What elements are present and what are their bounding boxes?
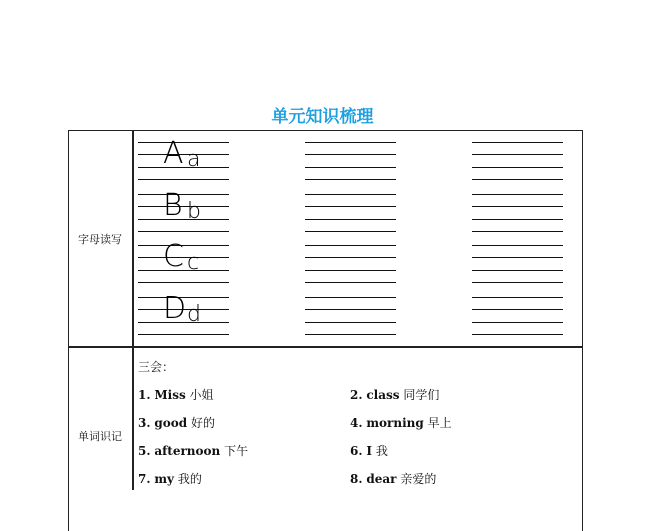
writing-rule xyxy=(305,179,396,180)
writing-rule xyxy=(472,231,563,232)
writing-rule xyxy=(138,334,229,335)
writing-rule xyxy=(472,270,563,271)
word-english: morning xyxy=(366,416,424,430)
writing-rule xyxy=(305,231,396,232)
writing-rule xyxy=(305,270,396,271)
writing-rule xyxy=(472,194,563,195)
word-number: 4. xyxy=(350,416,363,430)
word-english: dear xyxy=(366,472,397,486)
word-item xyxy=(138,442,248,459)
lowercase-letter: c xyxy=(187,250,200,275)
writing-rule xyxy=(305,297,396,298)
word-english: I xyxy=(366,444,372,458)
writing-rule xyxy=(472,282,563,283)
word-english: good xyxy=(154,416,188,430)
writing-rule xyxy=(138,194,229,195)
uppercase-letter: C xyxy=(163,239,184,274)
word-english: Miss xyxy=(154,388,186,402)
word-chinese: 同学们 xyxy=(403,388,440,402)
writing-rule xyxy=(305,322,396,323)
lowercase-letter: a xyxy=(187,147,201,172)
writing-rule xyxy=(305,282,396,283)
writing-rule xyxy=(472,167,563,168)
writing-rule xyxy=(138,219,229,220)
letters-row-label: 字母读写 xyxy=(78,233,122,246)
uppercase-letter: B xyxy=(163,188,183,223)
writing-rule xyxy=(472,334,563,335)
word-number: 8. xyxy=(350,472,363,486)
word-number: 2. xyxy=(350,388,363,402)
writing-rule xyxy=(305,245,396,246)
writing-rule xyxy=(138,206,229,207)
word-chinese: 我的 xyxy=(177,472,202,486)
row-divider xyxy=(68,346,583,348)
word-number: 3. xyxy=(138,416,151,430)
word-chinese: 我 xyxy=(375,444,388,458)
word-chinese: 小姐 xyxy=(189,388,214,402)
lowercase-letter: d xyxy=(187,302,201,327)
word-chinese: 早上 xyxy=(427,416,452,430)
writing-rule xyxy=(472,309,563,310)
page-title: 单元知识梳理 xyxy=(271,107,374,127)
uppercase-letter: D xyxy=(163,291,187,326)
word-item xyxy=(350,414,452,431)
words-row-label: 单词识记 xyxy=(78,430,122,443)
word-item xyxy=(138,470,202,487)
writing-rule xyxy=(472,257,563,258)
writing-rule xyxy=(138,282,229,283)
word-chinese: 好的 xyxy=(190,416,215,430)
writing-rule xyxy=(305,142,396,143)
writing-rule xyxy=(472,297,563,298)
word-item xyxy=(350,386,439,403)
writing-rule xyxy=(472,245,563,246)
writing-rule xyxy=(305,206,396,207)
writing-rule xyxy=(472,179,563,180)
word-item xyxy=(350,470,436,487)
writing-rule xyxy=(305,219,396,220)
writing-rule xyxy=(138,179,229,180)
writing-rule xyxy=(472,142,563,143)
word-item xyxy=(138,414,215,431)
lowercase-letter: b xyxy=(187,199,201,224)
word-english: class xyxy=(366,388,400,402)
words-heading: 三会： xyxy=(138,360,175,374)
word-number: 6. xyxy=(350,444,363,458)
writing-rule xyxy=(305,194,396,195)
uppercase-letter: A xyxy=(163,136,184,171)
word-item xyxy=(350,442,388,459)
writing-rule xyxy=(472,322,563,323)
writing-rule xyxy=(472,154,563,155)
word-english: afternoon xyxy=(154,444,221,458)
word-english: my xyxy=(154,472,175,486)
writing-rule xyxy=(472,206,563,207)
word-chinese: 亲爱的 xyxy=(400,472,437,486)
column-divider xyxy=(132,130,134,490)
writing-rule xyxy=(305,309,396,310)
writing-rule xyxy=(305,167,396,168)
writing-rule xyxy=(138,231,229,232)
writing-rule xyxy=(305,334,396,335)
writing-rule xyxy=(472,219,563,220)
word-number: 5. xyxy=(138,444,151,458)
word-number: 7. xyxy=(138,472,151,486)
word-item xyxy=(138,386,214,403)
writing-rule xyxy=(305,257,396,258)
writing-rule xyxy=(305,154,396,155)
word-chinese: 下午 xyxy=(224,444,249,458)
word-number: 1. xyxy=(138,388,151,402)
